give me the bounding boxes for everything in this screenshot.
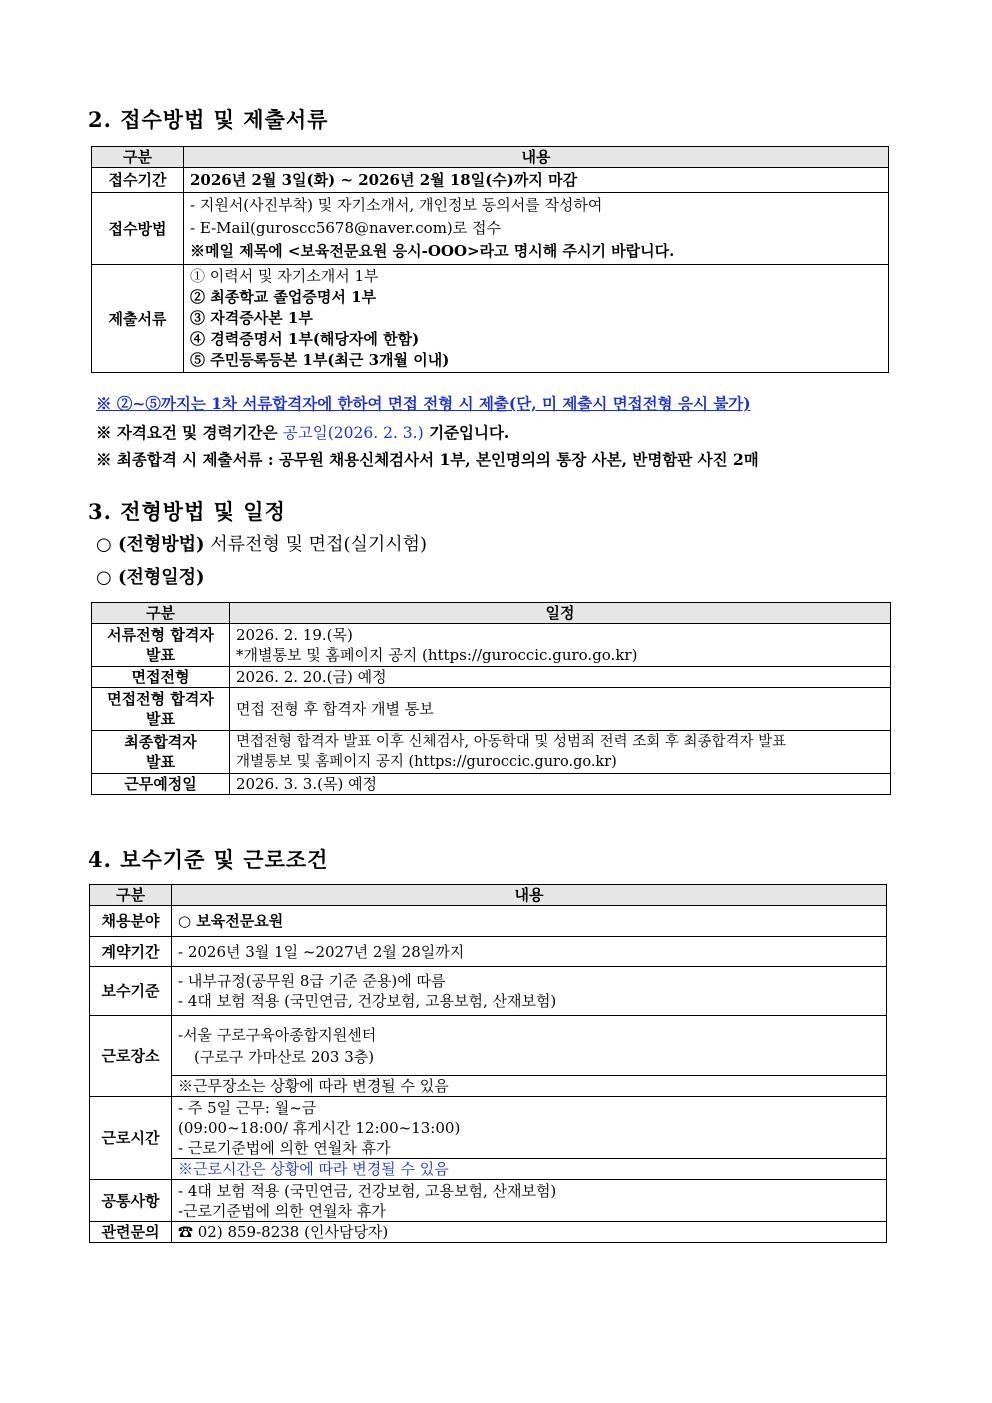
method-value: 서류전형 및 면접(실기시험) [210,534,428,555]
row-key-documents: 제출서류 [92,265,184,373]
key-contract: 계약기간 [90,937,172,967]
place-line: -서울 구로구육아종합지원센터 [178,1025,377,1044]
value-line: *개별통보 및 홈페이지 공지 (https://guroccic.guro.go.kr) [236,646,638,664]
key-hours: 근로시간 [90,1097,172,1180]
section-2-title: 2. 접수방법 및 제출서류 [88,107,329,132]
note-qual-prefix: ※ 자격요건 및 경력기간은 [96,423,278,442]
schedule-interview-pass-value: 면접 전형 후 합격자 개별 통보 [230,688,891,731]
row-key-period: 접수기간 [92,168,184,193]
doc-line-5: ⑤ 주민등록등본 1부(최근 3개월 이내) [190,351,450,369]
schedule-start-value: 2026. 3. 3.(목) 예정 [230,774,891,795]
header-content: 내용 [184,147,889,168]
key-field: 채용분야 [90,906,172,937]
schedule-key-interview-pass [92,688,230,731]
common-line: - 4대 보험 적용 (국민연금, 건강보험, 고용보험, 산재보험) [178,1181,557,1200]
period-value: 2026년 2월 3일(화) ~ 2026년 2월 18일(수)까지 마감 [184,168,889,193]
key-contact: 관련문의 [90,1222,172,1243]
schedule-table [91,602,891,795]
conditions-header-category: 구분 [90,885,172,906]
key-line: 발표 [146,710,175,728]
key-common: 공통사항 [90,1180,172,1222]
schedule-key-interview: 면접전형 [92,667,230,688]
note-qualification [96,421,509,443]
hours-line: - 주 5일 근무: 월~금 [178,1098,317,1117]
note-final-documents: ※ 최종합격 시 제출서류 : 공무원 채용신체검사서 1부, 본인명의의 통장 사본, 반명함판 사진 2매 [96,450,759,469]
key-line: 서류전형 합격자 [107,626,214,644]
key-line: 최종합격자 [124,733,197,751]
key-place: 근로장소 [90,1016,172,1097]
hours-line: (09:00~18:00/ 휴게시간 12:00~13:00) [178,1118,461,1137]
value-line: 2026. 2. 19.(목) [236,626,353,644]
schedule-key-doc-pass [92,624,230,667]
note-qual-suffix: 기준입니다. [429,423,510,442]
schedule-interview-value: 2026. 2. 20.(금) 예정 [230,667,891,688]
section-3-title: 3. 전형방법 및 일정 [88,499,286,524]
doc-line-4: ④ 경력증명서 1부(해당자에 한함) [190,330,420,348]
schedule-label: ○ (전형일정) [96,567,205,588]
schedule-final-value [230,731,891,774]
schedule-doc-pass-value [230,624,891,667]
doc-line-2: ② 최종학교 졸업증명서 1부 [190,288,377,306]
pay-line: - 4대 보험 적용 (국민연금, 건강보험, 고용보험, 산재보험) [178,992,557,1010]
doc-line-3: ③ 자격증사본 1부 [190,309,313,327]
documents-cell [184,265,889,373]
contract-value: - 2026년 3월 1일 ~2027년 2월 28일까지 [172,937,887,967]
value-line: 개별통보 및 홈페이지 공지 (https://guroccic.guro.go.kr) [236,754,617,770]
method-line-3: ※메일 제목에 <보육전문요원 응시-OOO>라고 명시해 주시기 바랍니다. [190,242,675,260]
schedule-header-category: 구분 [92,603,230,624]
method-label: ○ (전형방법) [96,534,205,555]
section-4-title: 4. 보수기준 및 근로조건 [88,847,329,872]
doc-line-1: ① 이력서 및 자기소개서 1부 [190,267,379,285]
hours-line: - 근로기준법에 의한 연월차 휴가 [178,1138,391,1157]
place-note: ※근무장소는 상황에 따라 변경될 수 있음 [172,1076,887,1097]
header-category: 구분 [92,147,184,168]
common-cell [172,1180,887,1222]
schedule-key-final [92,731,230,774]
place-cell [172,1016,887,1076]
selection-method [96,530,427,556]
schedule-key-start: 근무예정일 [92,774,230,795]
method-line-2: - E-Mail(guroscc5678@naver.com)로 접수 [190,219,502,237]
key-line: 발표 [146,753,175,771]
value-line: 면접전형 합격자 발표 이후 신체검사, 아동학대 및 성범죄 전력 조회 후 최종합격자 발표 [236,734,787,750]
schedule-header-date: 일정 [230,603,891,624]
common-line: -근로기준법에 의한 연월차 휴가 [178,1201,386,1220]
key-pay: 보수기준 [90,967,172,1016]
conditions-table [89,884,887,1243]
hours-cell [172,1097,887,1159]
pay-cell [172,967,887,1016]
note-qual-date: 공고일(2026. 2. 3.) [282,424,424,442]
pay-line: - 내부규정(공무원 8급 기준 준용)에 따름 [178,972,446,990]
place-line: (구로구 가마산로 203 3층) [194,1047,375,1066]
method-cell [184,193,889,265]
key-line: 발표 [146,646,175,664]
contact-value: ☎ 02) 859-8238 (인사담당자) [172,1222,887,1243]
note-documents-submission: ※ ②~⑤까지는 1차 서류합격자에 한하여 면접 전형 시 제출(단, 미 제출시 면접전형 응시 불가) [96,394,751,413]
key-line: 면접전형 합격자 [107,690,214,708]
row-key-method: 접수방법 [92,193,184,265]
conditions-header-content: 내용 [172,885,887,906]
hours-note: ※근로시간은 상황에 따라 변경될 수 있음 [172,1159,887,1180]
field-value: ○ 보육전문요원 [172,906,887,937]
method-line-1: - 지원서(사진부착) 및 자기소개서, 개인정보 동의서를 작성하여 [190,196,603,214]
submission-table [91,146,889,373]
